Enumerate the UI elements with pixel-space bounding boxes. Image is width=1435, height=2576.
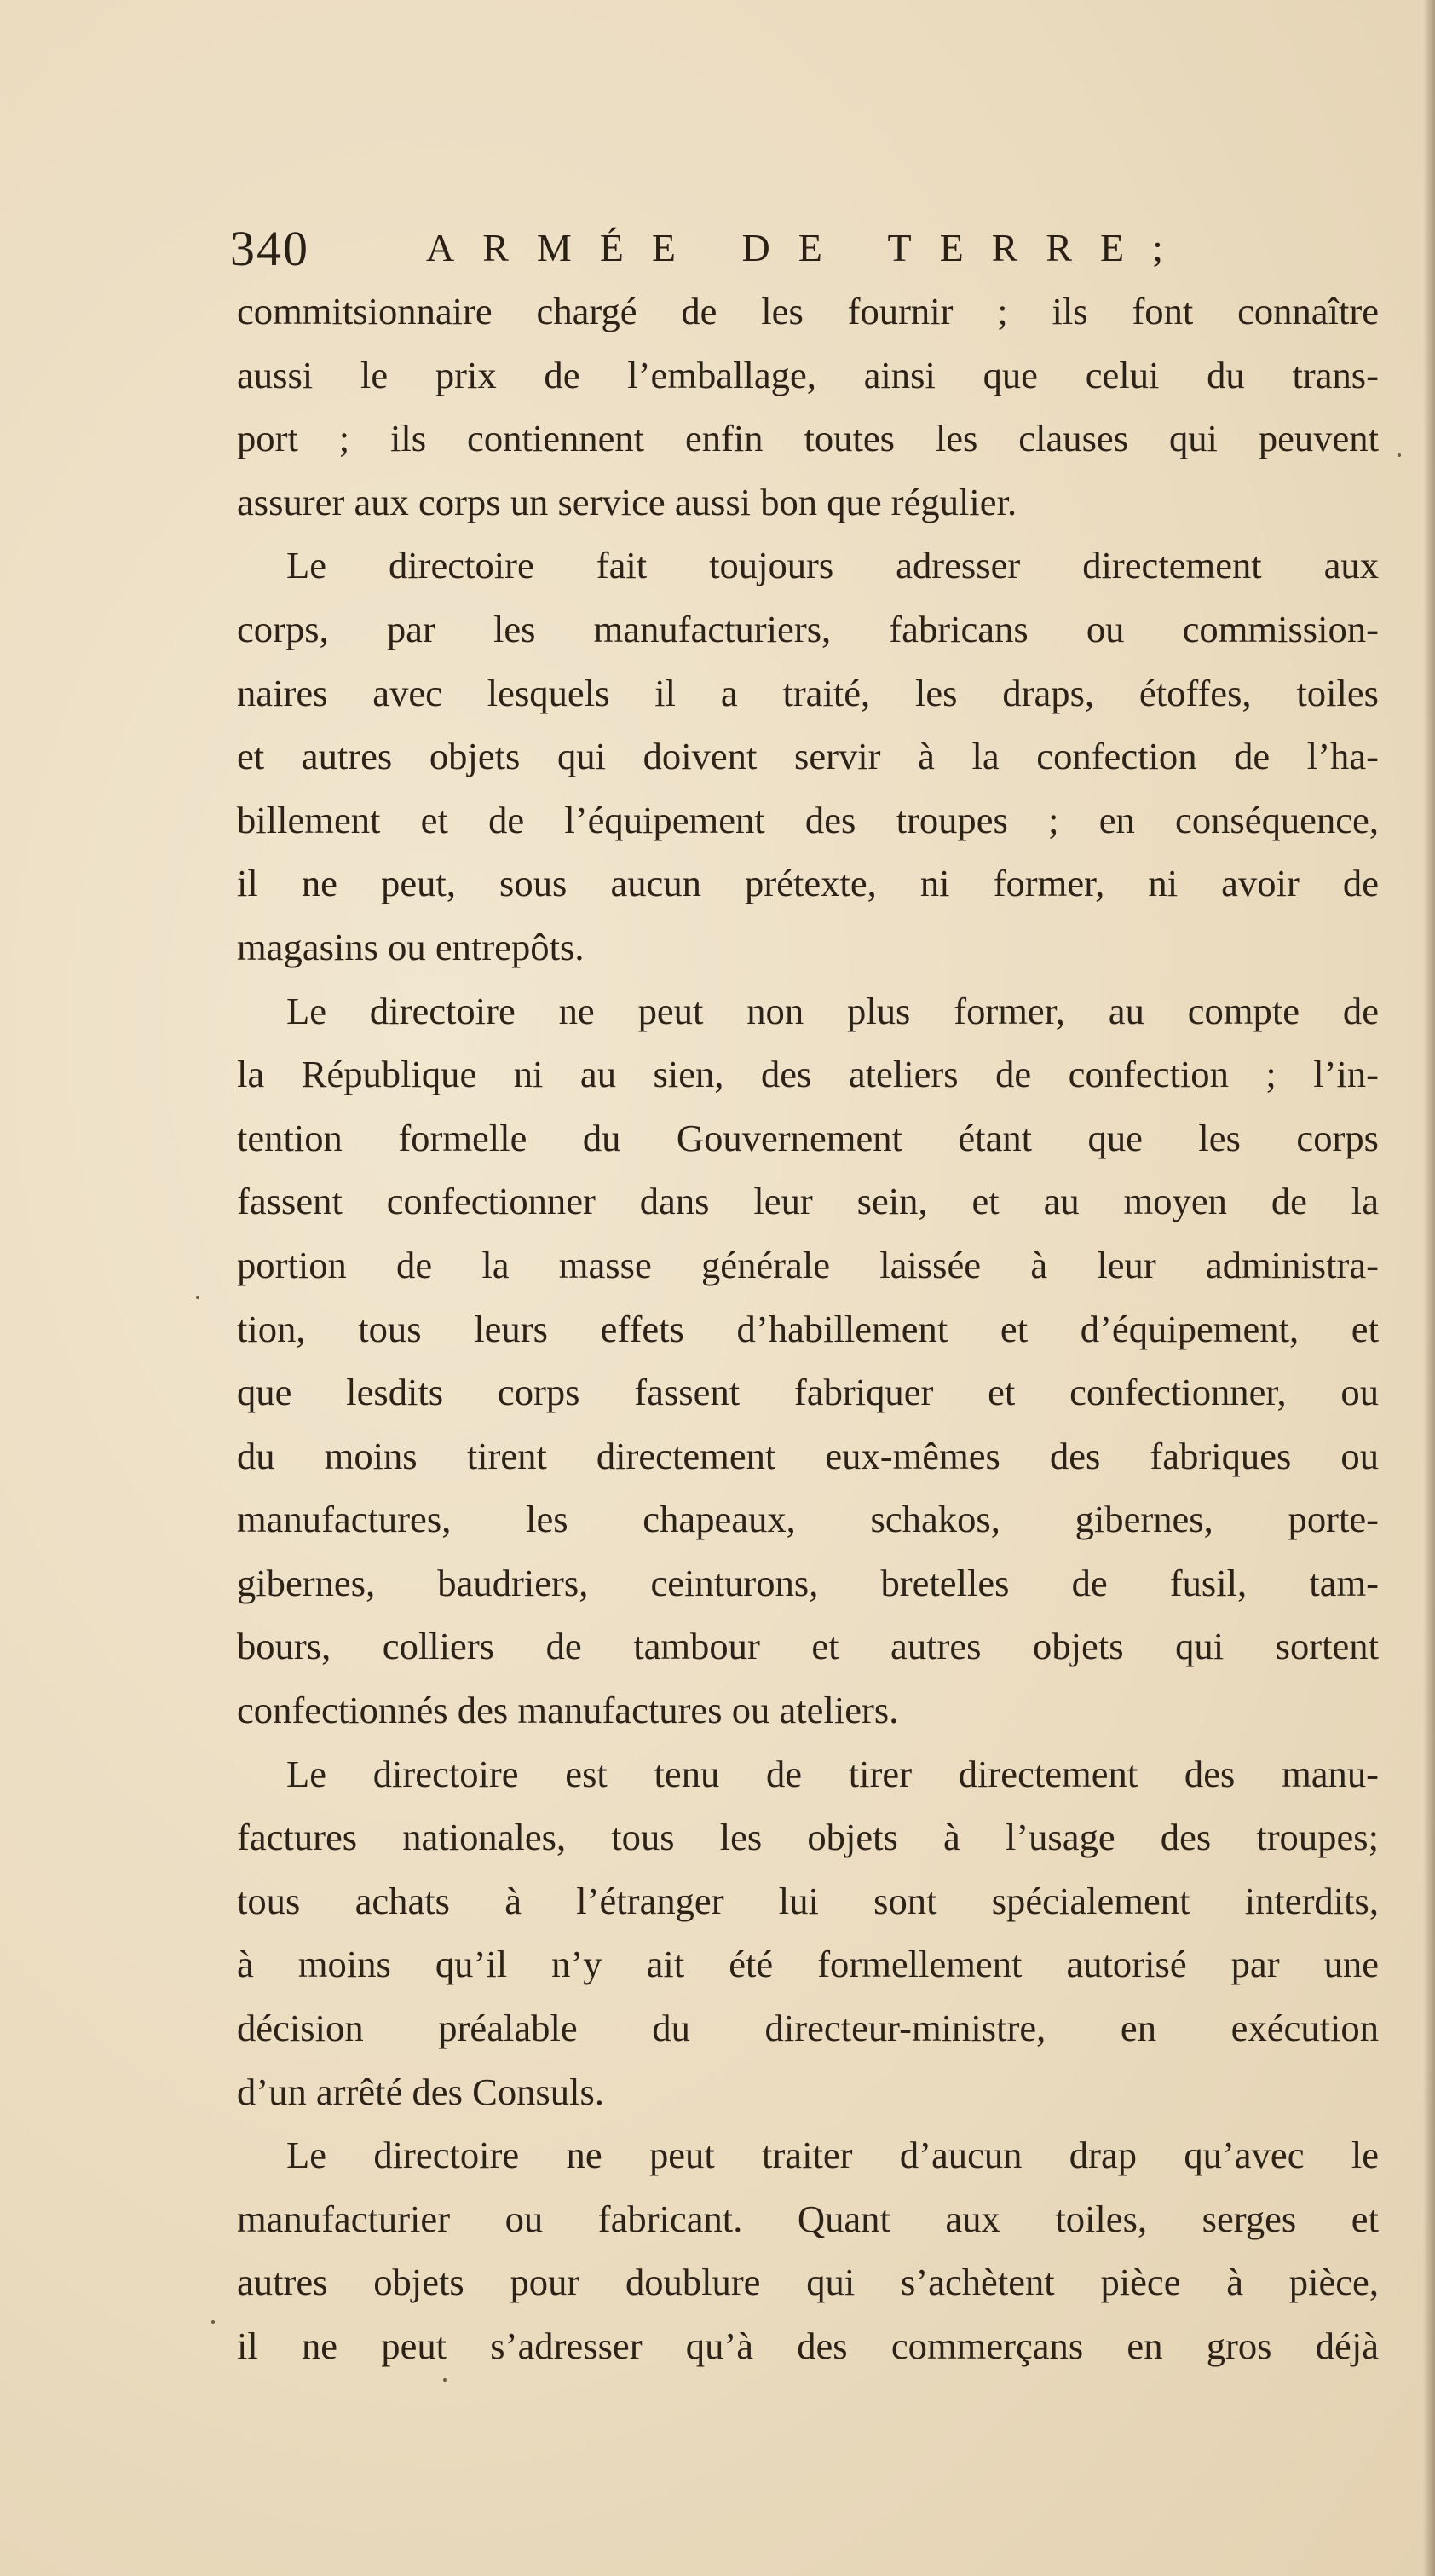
text-line: commitsionnaire chargé de les fournir ; ils font connaître: [237, 290, 1379, 332]
paper-speck: [211, 2320, 215, 2324]
text-line: assurer aux corps un service aussi bon que régulier.: [237, 480, 1017, 523]
text-line: Le directoire ne peut non plus former, au compte de: [286, 989, 1379, 1032]
text-line: tention formelle du Gouvernement étant que les corps: [237, 1116, 1379, 1159]
text-line: gibernes, baudriers, ceinturons, bretelles de fusil, tam-: [237, 1561, 1379, 1604]
text-line: d’un arrêté des Consuls.: [237, 2070, 604, 2113]
text-line: Le directoire fait toujours adresser directement aux: [286, 544, 1379, 587]
paper-speck: [443, 2378, 447, 2382]
text-line: Le directoire est tenu de tirer directement des manu-: [286, 1752, 1379, 1795]
text-line: et autres objets qui doivent servir à la confection de l’ha-: [237, 735, 1379, 778]
text-line: que lesdits corps fassent fabriquer et confectionner, ou: [237, 1371, 1379, 1414]
text-line: autres objets pour doublure qui s’achètent pièce à pièce,: [237, 2261, 1379, 2304]
paragraph-1: [237, 280, 1379, 534]
page-edge-shadow: [1423, 0, 1435, 2576]
running-head: ARMÉE DE TERRE;: [426, 226, 1191, 269]
text-line: décision préalable du directeur-ministre, en exécution: [237, 2007, 1379, 2050]
text-line: il ne peut s’adresser qu’à des commerçans en gros déjà: [237, 2325, 1379, 2367]
page-header: [230, 220, 1210, 288]
paper-speck: [1398, 453, 1401, 457]
text-line: fassent confectionner dans leur sein, et au moyen de la: [237, 1180, 1379, 1223]
body-text: [237, 280, 1379, 2378]
text-line: Le directoire ne peut traiter d’aucun drap qu’avec le: [286, 2134, 1379, 2177]
text-line: corps, par les manufacturiers, fabricans ou commission-: [237, 607, 1379, 650]
text-line: il ne peut, sous aucun prétexte, ni former, ni avoir de: [237, 862, 1379, 905]
paragraph-3: [237, 979, 1379, 1742]
text-line: tion, tous leurs effets d’habillement et d’équipement, et: [237, 1307, 1379, 1350]
text-line: aussi le prix de l’emballage, ainsi que celui du trans-: [237, 353, 1379, 396]
paper-speck: [196, 1296, 199, 1299]
text-line: factures nationales, tous les objets à l’usage des troupes;: [237, 1816, 1379, 1859]
page-number: 340: [230, 221, 309, 276]
paragraph-4: [237, 1742, 1379, 2124]
text-line: port ; ils contiennent enfin toutes les clauses qui peuvent: [237, 417, 1379, 460]
text-line: du moins tirent directement eux-mêmes des fabriques ou: [237, 1434, 1379, 1477]
text-line: tous achats à l’étranger lui sont spécialement interdits,: [237, 1879, 1379, 1922]
text-line: à moins qu’il n’y ait été formellement autorisé par une: [237, 1943, 1379, 1986]
text-line: bours, colliers de tambour et autres objets qui sortent: [237, 1625, 1379, 1668]
text-line: manufactures, les chapeaux, schakos, gibernes, porte-: [237, 1498, 1379, 1541]
text-line: naires avec lesquels il a traité, les draps, étoffes, toiles: [237, 671, 1379, 714]
text-line: manufacturier ou fabricant. Quant aux toiles, serges et: [237, 2197, 1379, 2240]
text-line: billement et de l’équipement des troupes ; en conséquence,: [237, 798, 1379, 841]
paragraph-5: [237, 2123, 1379, 2377]
text-line: la République ni au sien, des ateliers de confection ; l’in-: [237, 1053, 1379, 1096]
text-line: confectionnés des manufactures ou ateliers.: [237, 1689, 899, 1732]
text-line: magasins ou entrepôts.: [237, 925, 585, 968]
text-line: portion de la masse générale laissée à leur administra-: [237, 1243, 1379, 1286]
paragraph-2: [237, 534, 1379, 979]
